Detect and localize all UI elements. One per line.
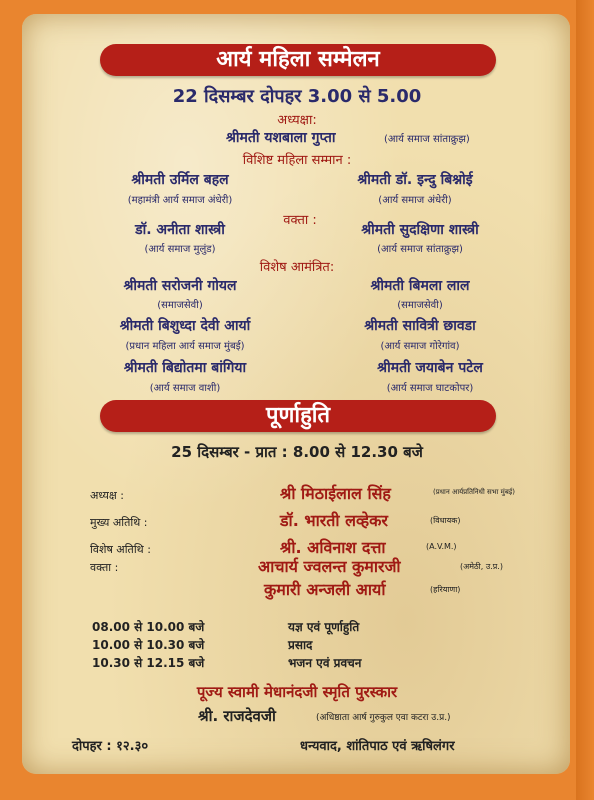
- role-label-4: वक्ता :: [90, 561, 119, 574]
- invited-name-1: श्रीमती सरोजनी गोयल: [123, 278, 237, 294]
- footer-closing: धन्यवाद, शांतिपाठ एवं ऋषिलंगर: [300, 739, 455, 754]
- role-label-3: विशेष अतिथि :: [90, 543, 151, 556]
- chair-label: अध्यक्षा:: [277, 113, 317, 128]
- invited-org-2: (समाजसेवी): [397, 300, 443, 311]
- speaker-name-1: डॉ. अनीता शास्त्री: [135, 222, 225, 238]
- role-name-1: श्री मिठाईलाल सिंह: [280, 484, 391, 503]
- role-org-3: (A.V.M.): [426, 542, 457, 551]
- role-name-2: डॉ. भारती लव्हेकर: [280, 511, 388, 530]
- invited-label: विशेष आमंत्रित:: [259, 260, 335, 275]
- honour-name-1: श्रीमती उर्मिल बहल: [131, 172, 229, 188]
- invited-name-4: श्रीमती सावित्री छावडा: [364, 318, 476, 334]
- role-org-2: (विधायक): [430, 516, 461, 525]
- chair-name: श्रीमती यशबाला गुप्ता: [226, 130, 336, 146]
- speaker-name-2: श्रीमती सुदक्षिणा शास्त्री: [361, 222, 479, 238]
- role-org-4: (अमेठी, उ.प्र.): [460, 562, 503, 571]
- invited-org-5: (आर्य समाज वाशी): [149, 383, 221, 394]
- role-label-1: अध्यक्ष :: [90, 489, 125, 502]
- speaker-label: वक्ता :: [283, 213, 317, 228]
- section1-banner: आर्य महिला सम्मेलन: [100, 44, 496, 76]
- honour-label: विशिष्ट महिला सम्मान :: [242, 153, 352, 168]
- role-label-2: मुख्य अतिथि :: [90, 516, 148, 529]
- award-org: (अधिष्ठाता आर्ष गुरुकुल एवा कटरा उ.प्र.): [316, 713, 451, 723]
- schedule-time-1: 08.00 से 10.00 बजे: [92, 620, 205, 634]
- invited-name-5: श्रीमती बिद्योतमा बांगिया: [123, 360, 247, 376]
- role-org-1: (प्रधान आर्यप्रतिनिधी सभा मुंबई): [433, 488, 516, 496]
- schedule-time-2: 10.00 से 10.30 बजे: [92, 638, 205, 652]
- role-name-3: श्री. अविनाश दत्ता: [280, 538, 386, 557]
- award-title: पूज्य स्वामी मेधानंदजी स्मृति पुरस्कार: [196, 683, 398, 701]
- award-name: श्री. राजदेवजी: [198, 707, 276, 725]
- schedule-time-3: 10.30 से 12.15 बजे: [92, 656, 205, 670]
- chair-org: (आर्य समाज सांताक्रुझ): [384, 134, 470, 145]
- role-org-5: (हरियाणा): [430, 585, 461, 594]
- invited-name-6: श्रीमती जयाबेन पटेल: [377, 360, 483, 376]
- speaker-org-1: (आर्य समाज मुलुंड): [144, 244, 216, 255]
- schedule-event-3: भजन एवं प्रवचन: [288, 656, 362, 670]
- speaker-org-2: (आर्य समाज सांताक्रुझ): [377, 244, 463, 255]
- section2-datetime: 25 दिसम्बर - प्रात : 8.00 से 12.30 बजे: [171, 443, 423, 461]
- invited-org-6: (आर्य समाज घाटकोपर): [386, 383, 474, 394]
- footer-time: दोपहर : १२.३०: [72, 739, 149, 754]
- section2-banner: पूर्णाहुति: [100, 400, 496, 432]
- invited-name-3: श्रीमती बिशुध्दा देवी आर्या: [119, 318, 251, 334]
- role-name-4: आचार्य ज्वलन्त कुमारजी: [258, 557, 401, 576]
- invited-org-1: (समाजसेवी): [157, 300, 203, 311]
- invited-name-2: श्रीमती बिमला लाल: [370, 278, 470, 294]
- section1-datetime: 22 दिसम्बर दोपहर 3.00 से 5.00: [172, 86, 422, 107]
- honour-org-2: (आर्य समाज अंधेरी): [378, 195, 452, 206]
- honour-name-2: श्रीमती डॉ. इन्दु बिश्नोई: [357, 172, 473, 188]
- invited-org-3: (प्रधान महिला आर्य समाज मुंबई): [125, 341, 245, 352]
- honour-org-1: (महामंत्री आर्य समाज अंधेरी): [127, 195, 233, 206]
- invited-org-4: (आर्य समाज गोरेगांव): [380, 341, 460, 352]
- schedule-event-1: यज्ञ एवं पूर्णाहुति: [288, 620, 360, 634]
- schedule-event-2: प्रसाद: [288, 638, 313, 652]
- role-name-5: कुमारी अन्जली आर्या: [264, 580, 386, 599]
